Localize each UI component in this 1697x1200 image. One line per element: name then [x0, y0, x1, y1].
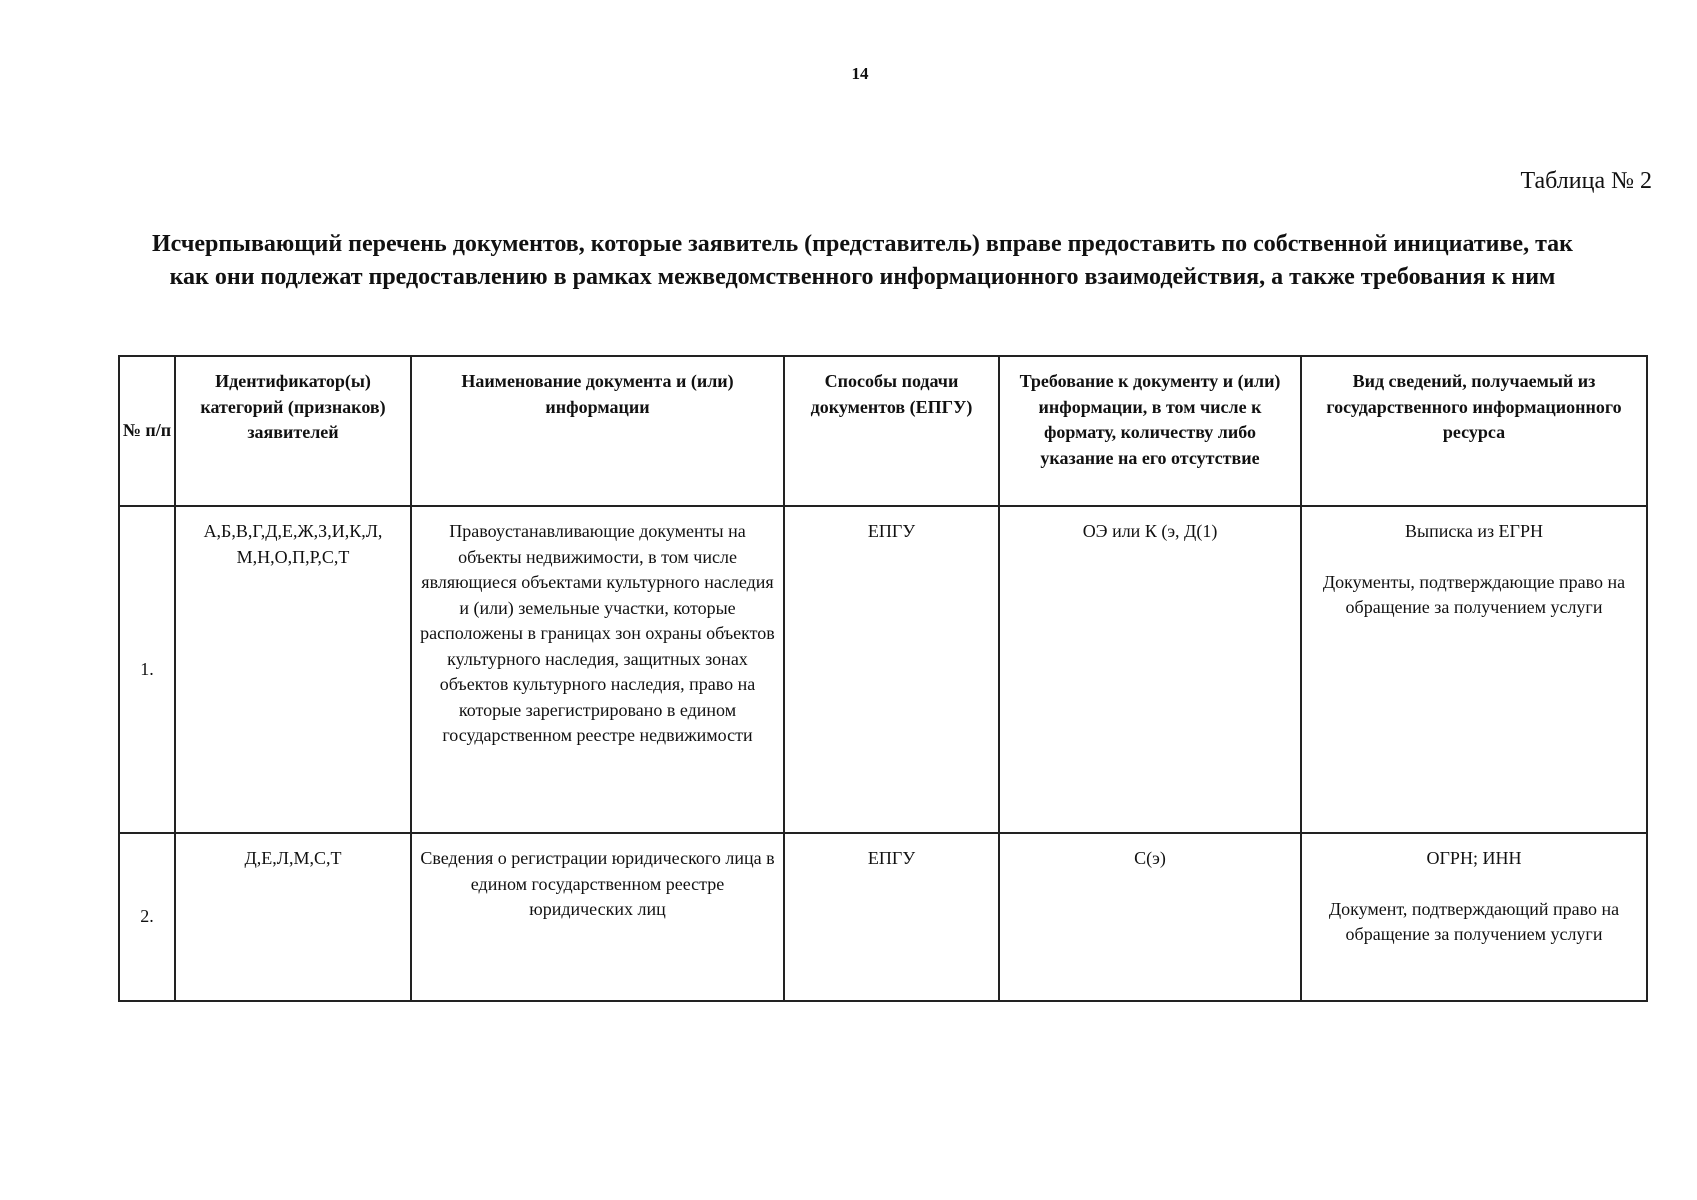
header-requirement: Требование к документу и (или) информации, в том числе к формату, количеству либо указание на его отсутствие — [999, 356, 1301, 506]
cell-document-name: Сведения о регистрации юридического лица в едином государственном реестре юридических лиц — [411, 833, 784, 1001]
info-primary: ОГРН; ИНН — [1426, 848, 1522, 868]
header-submission-methods: Способы подачи документов (ЕПГУ) — [784, 356, 999, 506]
document-title: Исчерпывающий перечень документов, которые заявитель (представитель) вправе предоставить по собственной инициативе, так как они подлежат предоставлению в рамках межведомственного информационного взаимодействия, а также требования к ним — [152, 231, 1573, 290]
cell-info-type — [1301, 833, 1647, 1001]
header-num: № п/п — [119, 356, 175, 506]
header-identifiers: Идентификатор(ы) категорий (признаков) заявителей — [175, 356, 411, 506]
page-number: 14 — [851, 64, 869, 83]
info-secondary: Документ, подтверждающий право на обращение за получением услуги — [1328, 898, 1620, 944]
cell-identifiers: Д,Е,Л,М,С,Т — [175, 833, 411, 1001]
cell-num: 2. — [119, 833, 175, 1001]
header-info-type: Вид сведений, получаемый из государственного информационного ресурса — [1301, 356, 1647, 506]
cell-requirement: С(э) — [999, 833, 1301, 1001]
cell-submission-methods: ЕПГУ — [784, 833, 999, 1001]
cell-identifiers: А,Б,В,Г,Д,Е,Ж,З,И,К,Л, М,Н,О,П,Р,С,Т — [175, 506, 411, 833]
spacer — [1308, 545, 1640, 570]
table-row — [119, 833, 1647, 1001]
table-row — [119, 506, 1647, 833]
cell-num: 1. — [119, 506, 175, 833]
spacer — [1308, 872, 1640, 897]
header-document-name: Наименование документа и (или) информации — [411, 356, 784, 506]
table-header-row — [119, 356, 1647, 506]
info-secondary: Документы, подтверждающие право на обращение за получением услуги — [1322, 571, 1626, 617]
documents-table — [118, 355, 1648, 1002]
info-primary: Выписка из ЕГРН — [1405, 521, 1543, 541]
cell-requirement: ОЭ или К (э, Д(1) — [999, 506, 1301, 833]
cell-info-type — [1301, 506, 1647, 833]
cell-submission-methods: ЕПГУ — [784, 506, 999, 833]
cell-document-name: Правоустанавливающие документы на объекты недвижимости, в том числе являющиеся объектами культурного наследия и (или) земельные участки, которые расположены в границах зон охраны объектов культурного наследия, защитных зонах объектов культурного наследия, право на которые зарегистрировано в едином государственном реестре недвижимости — [411, 506, 784, 833]
table-label: Таблица № 2 — [1520, 168, 1652, 194]
